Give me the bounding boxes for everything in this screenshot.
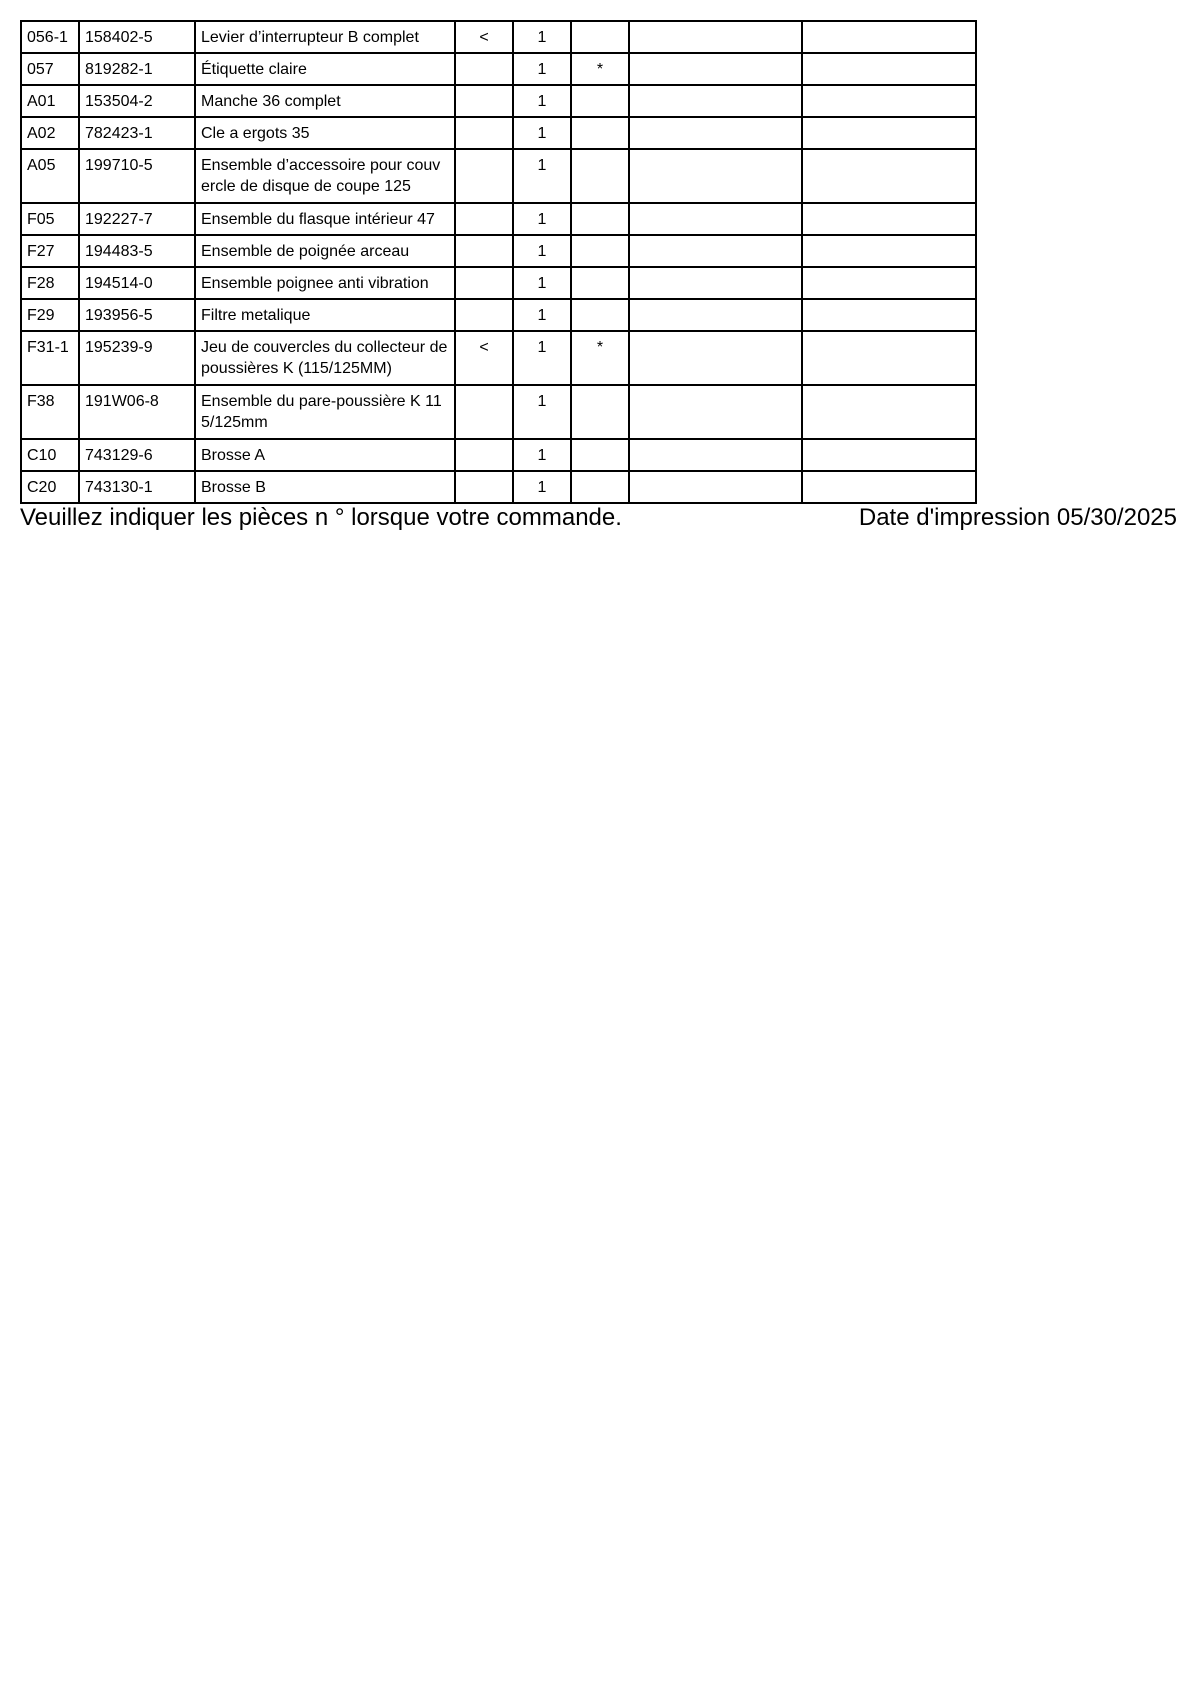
- mark-cell: <: [455, 331, 513, 385]
- quantity-cell: 1: [513, 331, 571, 385]
- empty-cell: [802, 21, 976, 53]
- part-number-cell: 158402-5: [79, 21, 195, 53]
- empty-cell: [629, 299, 802, 331]
- part-number-cell: 193956-5: [79, 299, 195, 331]
- empty-cell: [802, 439, 976, 471]
- quantity-cell: 1: [513, 235, 571, 267]
- description-cell: Étiquette claire: [195, 53, 455, 85]
- description-cell: Manche 36 complet: [195, 85, 455, 117]
- ref-cell: 057: [21, 53, 79, 85]
- quantity-cell: 1: [513, 267, 571, 299]
- quantity-cell: 1: [513, 471, 571, 503]
- empty-cell: [629, 331, 802, 385]
- part-number-cell: 199710-5: [79, 149, 195, 203]
- note-cell: *: [571, 331, 629, 385]
- ref-cell: A01: [21, 85, 79, 117]
- part-number-cell: 743130-1: [79, 471, 195, 503]
- part-number-cell: 191W06-8: [79, 385, 195, 439]
- table-row: [21, 267, 976, 299]
- empty-cell: [802, 149, 976, 203]
- description-cell: Levier d’interrupteur B complet: [195, 21, 455, 53]
- mark-cell: [455, 85, 513, 117]
- empty-cell: [629, 85, 802, 117]
- mark-cell: [455, 385, 513, 439]
- empty-cell: [629, 267, 802, 299]
- description-cell: Ensemble du pare-poussière K 115/125mm: [195, 385, 455, 439]
- empty-cell: [629, 471, 802, 503]
- note-cell: [571, 235, 629, 267]
- table-row: [21, 149, 976, 203]
- mark-cell: [455, 117, 513, 149]
- quantity-cell: 1: [513, 149, 571, 203]
- table-row: [21, 235, 976, 267]
- quantity-cell: 1: [513, 53, 571, 85]
- description-cell: Ensemble du flasque intérieur 47: [195, 203, 455, 235]
- table-row: [21, 331, 976, 385]
- empty-cell: [629, 235, 802, 267]
- description-cell: Jeu de couvercles du collecteur de poussières K (115/125MM): [195, 331, 455, 385]
- note-cell: [571, 471, 629, 503]
- ref-cell: F31-1: [21, 331, 79, 385]
- ref-cell: 056-1: [21, 21, 79, 53]
- table-row: [21, 117, 976, 149]
- empty-cell: [629, 21, 802, 53]
- ref-cell: F05: [21, 203, 79, 235]
- description-cell: Cle a ergots 35: [195, 117, 455, 149]
- part-number-cell: 743129-6: [79, 439, 195, 471]
- empty-cell: [629, 439, 802, 471]
- ref-cell: A05: [21, 149, 79, 203]
- table-row: [21, 439, 976, 471]
- mark-cell: [455, 471, 513, 503]
- empty-cell: [802, 117, 976, 149]
- mark-cell: [455, 53, 513, 85]
- ref-cell: F38: [21, 385, 79, 439]
- description-cell: Brosse A: [195, 439, 455, 471]
- ref-cell: C10: [21, 439, 79, 471]
- description-cell: Ensemble poignee anti vibration: [195, 267, 455, 299]
- print-date: Date d'impression 05/30/2025: [858, 504, 1177, 531]
- table-row: [21, 85, 976, 117]
- quantity-cell: 1: [513, 85, 571, 117]
- ref-cell: A02: [21, 117, 79, 149]
- mark-cell: [455, 439, 513, 471]
- table-row: [21, 203, 976, 235]
- part-number-cell: 782423-1: [79, 117, 195, 149]
- part-number-cell: 153504-2: [79, 85, 195, 117]
- order-instruction: Veuillez indiquer les pièces n ° lorsque votre commande.: [20, 504, 622, 531]
- ref-cell: F27: [21, 235, 79, 267]
- table-row: [21, 385, 976, 439]
- table-row: [21, 471, 976, 503]
- empty-cell: [802, 385, 976, 439]
- part-number-cell: 195239-9: [79, 331, 195, 385]
- note-cell: [571, 117, 629, 149]
- note-cell: *: [571, 53, 629, 85]
- table-row: [21, 53, 976, 85]
- note-cell: [571, 299, 629, 331]
- description-cell: Brosse B: [195, 471, 455, 503]
- empty-cell: [629, 53, 802, 85]
- table-row: [21, 21, 976, 53]
- empty-cell: [802, 235, 976, 267]
- parts-table-body: [21, 21, 976, 503]
- note-cell: [571, 203, 629, 235]
- empty-cell: [629, 117, 802, 149]
- empty-cell: [629, 149, 802, 203]
- empty-cell: [629, 203, 802, 235]
- ref-cell: C20: [21, 471, 79, 503]
- part-number-cell: 192227-7: [79, 203, 195, 235]
- parts-table: [20, 20, 977, 504]
- mark-cell: [455, 267, 513, 299]
- empty-cell: [802, 267, 976, 299]
- note-cell: [571, 439, 629, 471]
- empty-cell: [802, 53, 976, 85]
- note-cell: [571, 385, 629, 439]
- table-row: [21, 299, 976, 331]
- note-cell: [571, 267, 629, 299]
- empty-cell: [802, 299, 976, 331]
- mark-cell: [455, 299, 513, 331]
- quantity-cell: 1: [513, 21, 571, 53]
- description-cell: Ensemble d’accessoire pour couvercle de disque de coupe 125: [195, 149, 455, 203]
- mark-cell: [455, 235, 513, 267]
- empty-cell: [629, 385, 802, 439]
- empty-cell: [802, 331, 976, 385]
- part-number-cell: 194514-0: [79, 267, 195, 299]
- empty-cell: [802, 471, 976, 503]
- part-number-cell: 819282-1: [79, 53, 195, 85]
- ref-cell: F28: [21, 267, 79, 299]
- quantity-cell: 1: [513, 385, 571, 439]
- part-number-cell: 194483-5: [79, 235, 195, 267]
- ref-cell: F29: [21, 299, 79, 331]
- note-cell: [571, 149, 629, 203]
- mark-cell: [455, 149, 513, 203]
- quantity-cell: 1: [513, 439, 571, 471]
- quantity-cell: 1: [513, 203, 571, 235]
- mark-cell: <: [455, 21, 513, 53]
- description-cell: Filtre metalique: [195, 299, 455, 331]
- mark-cell: [455, 203, 513, 235]
- note-cell: [571, 21, 629, 53]
- note-cell: [571, 85, 629, 117]
- empty-cell: [802, 85, 976, 117]
- quantity-cell: 1: [513, 117, 571, 149]
- empty-cell: [802, 203, 976, 235]
- quantity-cell: 1: [513, 299, 571, 331]
- description-cell: Ensemble de poignée arceau: [195, 235, 455, 267]
